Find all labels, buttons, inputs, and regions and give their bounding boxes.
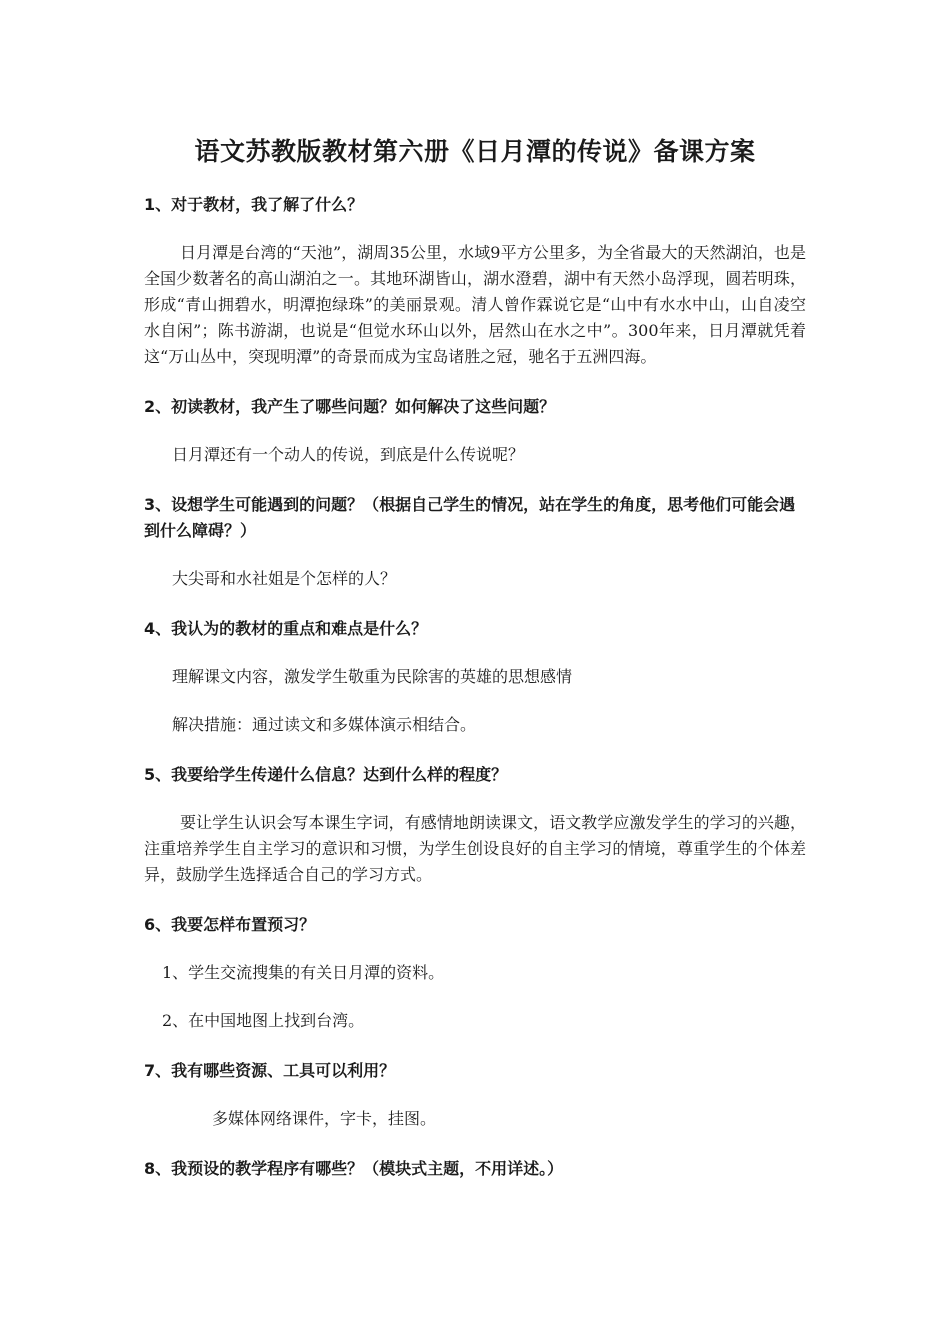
- section-heading: 2、初读教材，我产生了哪些问题？如何解决了这些问题？: [144, 397, 556, 416]
- section-heading: 1、对于教材，我了解了什么？: [144, 195, 364, 214]
- section-paragraph: 理解课文内容，激发学生敬重为民除害的英雄的思想感情: [172, 667, 573, 686]
- section-6: [144, 912, 806, 1034]
- section-paragraph: 日月潭是台湾的“天池”，湖周35公里，水域9平方公里多，为全省最大的天然湖泊，也是全国少数著名的高山湖泊之一。其地环湖皆山，湖水澄碧，湖中有天然小岛浮现，圆若明珠，形成“青山拥碧水，明潭抱绿珠”的美丽景观。清人曾作霖说它是“山中有水水中山，山自凌空水自闲”；陈书游湖，也说是“但觉水环山以外，居然山在水之中”。300年来，日月潭就凭着这“万山丛中，突现明潭”的奇景而成为宝岛诸胜之冠，驰名于五洲四海。: [144, 243, 806, 366]
- section-heading: 3、设想学生可能遇到的问题？（根据自己学生的情况，站在学生的角度，思考他们可能会遇到什么障碍？）: [144, 495, 796, 540]
- section-1: [144, 192, 806, 370]
- document-title: 语文苏教版教材第六册《日月潭的传说》备课方案: [194, 137, 756, 166]
- section-paragraph: 大尖哥和水社姐是个怎样的人？: [172, 569, 397, 588]
- section-paragraph: 日月潭还有一个动人的传说，到底是什么传说呢？: [172, 445, 525, 464]
- section-8: [144, 1156, 806, 1182]
- section-heading: 4、我认为的教材的重点和难点是什么？: [144, 619, 428, 638]
- section-paragraph: 要让学生认识会写本课生字词，有感情地朗读课文，语文教学应激发学生的学习的兴趣，注重培养学生自主学习的意识和习惯，为学生创设良好的自主学习的情境，尊重学生的个体差异，鼓励学生选择适合自己的学习方式。: [144, 813, 806, 884]
- section-heading: 7、我有哪些资源、工具可以利用？: [144, 1061, 396, 1080]
- section-4: [144, 616, 806, 738]
- section-7: [144, 1058, 806, 1132]
- section-list-item: 2、在中国地图上找到台湾。: [162, 1011, 365, 1030]
- section-heading: 6、我要怎样布置预习？: [144, 915, 316, 934]
- section-list-item: 1、学生交流搜集的有关日月潭的资料。: [162, 963, 445, 982]
- section-3: [144, 492, 806, 592]
- section-5: [144, 762, 806, 888]
- section-paragraph: 多媒体网络课件，字卡，挂图。: [212, 1109, 437, 1128]
- section-heading: 5、我要给学生传递什么信息？达到什么样的程度？: [144, 765, 508, 784]
- section-2: [144, 394, 806, 468]
- section-heading: 8、我预设的教学程序有哪些？（模块式主题，不用详述。）: [144, 1159, 564, 1178]
- section-paragraph: 解决措施：通过读文和多媒体演示相结合。: [172, 715, 477, 734]
